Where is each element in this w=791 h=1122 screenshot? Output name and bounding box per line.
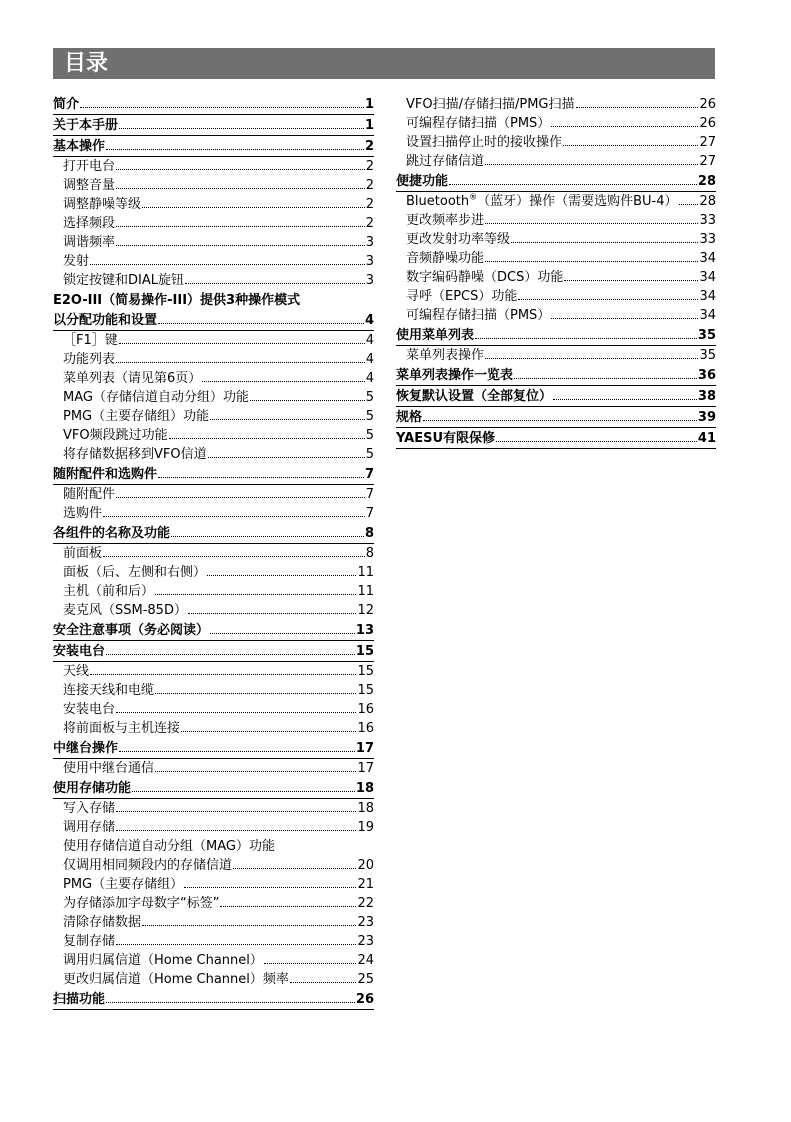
dot-leader: [158, 467, 364, 478]
dot-leader: [103, 546, 365, 557]
page-number: 20: [357, 858, 374, 873]
toc-entry-title: 关于本手册: [53, 118, 119, 133]
dot-leader: [233, 858, 356, 869]
page-number: 35: [699, 348, 716, 363]
toc-subsection-entry[interactable]: [53, 759, 374, 778]
dot-leader: [264, 953, 357, 964]
toc-section-entry[interactable]: [396, 366, 716, 386]
dot-leader: [116, 934, 356, 945]
toc-entry-title: 数字编码静噪（DCS）功能: [406, 270, 564, 285]
toc-entry-title: 发射: [63, 254, 90, 269]
dot-leader: [485, 251, 698, 262]
toc-entry-title: 菜单列表（请见第6页）: [63, 371, 202, 386]
toc-entry-title: 更改发射功率等级: [406, 232, 511, 247]
toc-subsection-entry[interactable]: [396, 306, 716, 325]
toc-entry-title: 安装电台: [63, 702, 116, 717]
toc-section-entry[interactable]: [53, 137, 374, 157]
toc-section-entry[interactable]: [396, 172, 716, 192]
page-number: 2: [365, 216, 374, 231]
page-number: 8: [365, 546, 374, 561]
toc-entry-title: 更改频率步进: [406, 213, 485, 228]
toc-entry-title: 中继台操作: [53, 741, 119, 756]
page-number: 28: [697, 174, 716, 189]
dot-leader: [485, 154, 698, 165]
page-number: 24: [357, 953, 374, 968]
toc-entry-title: 菜单列表操作: [406, 348, 485, 363]
page-number: 3: [365, 273, 374, 288]
dot-leader: [210, 623, 355, 634]
dot-leader: [106, 139, 364, 150]
page-number: 27: [699, 154, 716, 169]
page-number: 1: [364, 97, 374, 112]
toc-subsection-entry[interactable]: [53, 331, 374, 350]
toc-entry-title: 以分配功能和设置: [53, 313, 158, 328]
dot-leader: [485, 213, 698, 224]
toc-subsection-entry[interactable]: [53, 932, 374, 951]
page-number: 7: [365, 506, 374, 521]
dot-leader: [553, 389, 697, 400]
page-number: 23: [357, 915, 374, 930]
toc-entry-title: YAESU有限保修: [396, 431, 496, 446]
toc-subsection-entry[interactable]: [396, 211, 716, 230]
toc-entry-title: 随附配件和选购件: [53, 467, 158, 482]
toc-entry-title: 调用存储: [63, 820, 116, 835]
toc-section-entry[interactable]: [53, 465, 374, 485]
dot-leader: [106, 992, 355, 1003]
page-number: 1: [364, 118, 374, 133]
page-number: 3: [365, 254, 374, 269]
page-title: 目录: [53, 48, 715, 79]
page-number: 18: [355, 781, 374, 796]
page-number: 23: [357, 934, 374, 949]
toc-subsection-entry[interactable]: [53, 176, 374, 195]
page-number: 7: [365, 487, 374, 502]
toc-subsection-entry[interactable]: [53, 388, 374, 407]
toc-entry-title: 各组件的名称及功能: [53, 526, 171, 541]
toc-entry-title: VFO频段跳过功能: [63, 428, 168, 443]
toc-subsection-entry[interactable]: [53, 563, 374, 582]
page-number: 2: [364, 139, 374, 154]
toc-section-entry[interactable]: [53, 621, 374, 641]
page-number: 15: [357, 664, 374, 679]
page-number: 38: [697, 389, 716, 404]
toc-section-entry[interactable]: [53, 524, 374, 544]
toc-subsection-entry[interactable]: [53, 700, 374, 719]
toc-entry-title: 复制存储: [63, 934, 116, 949]
dot-leader: [423, 410, 697, 421]
dot-leader: [116, 702, 356, 713]
toc-subsection-entry[interactable]: [396, 346, 716, 365]
toc-entry-title: 将前面板与主机连接: [63, 721, 181, 736]
toc-entry-title: 简介: [53, 97, 80, 112]
page-number: 15: [357, 683, 374, 698]
toc-entry-title: 便捷功能: [396, 174, 449, 189]
dot-leader: [116, 801, 356, 812]
page-number: 27: [699, 135, 716, 150]
toc-subsection-entry[interactable]: [53, 157, 374, 176]
page-number: 41: [697, 431, 716, 446]
toc-subsection-entry[interactable]: [53, 875, 374, 894]
toc-subsection-entry[interactable]: [53, 970, 374, 989]
toc-subsection-entry[interactable]: [396, 152, 716, 171]
toc-entry-title: 功能列表: [63, 352, 116, 367]
page-number: 11: [357, 565, 374, 580]
dot-leader: [116, 178, 365, 189]
dot-leader: [171, 526, 364, 537]
toc-subsection-entry[interactable]: [53, 818, 374, 837]
dot-leader: [563, 135, 698, 146]
toc-section-entry[interactable]: [53, 311, 374, 331]
toc-section-entry[interactable]: [396, 429, 716, 449]
dot-leader: [207, 565, 356, 576]
toc-entry-title: 跳过存储信道: [406, 154, 485, 169]
toc-subsection-entry[interactable]: [53, 662, 374, 681]
toc-entry-title: 可编程存储扫描（PMS）: [406, 116, 551, 131]
dot-leader: [188, 603, 356, 614]
toc-entry-title: 更改归属信道（Home Channel）频率: [63, 972, 289, 987]
page-number: 34: [699, 251, 716, 266]
dot-leader: [475, 328, 697, 339]
page-number: 18: [357, 801, 374, 816]
toc-right-column: [396, 95, 716, 449]
toc-section-entry[interactable]: [53, 116, 374, 136]
page-number: 4: [365, 371, 374, 386]
page-number: 22: [357, 896, 374, 911]
toc-subsection-entry[interactable]: [396, 268, 716, 287]
dot-leader: [511, 232, 698, 243]
toc-subsection-entry[interactable]: [53, 407, 374, 426]
page-number: 26: [699, 97, 716, 112]
dot-leader: [290, 972, 357, 983]
toc-entry-title: 麦克风（SSM-85D）: [63, 603, 187, 618]
dot-leader: [116, 216, 365, 227]
toc-subsection-entry[interactable]: [396, 95, 716, 114]
page-number: 3: [365, 235, 374, 250]
toc-entry-title: 基本操作: [53, 139, 106, 154]
dot-leader: [132, 781, 355, 792]
dot-leader: [158, 313, 364, 324]
dot-leader: [116, 235, 365, 246]
page-number: 5: [365, 390, 374, 405]
toc-entry-title: 调整静噪等级: [63, 197, 142, 212]
page-number: 26: [699, 116, 716, 131]
toc-entry-title: 面板（后、左侧和右侧）: [63, 565, 207, 580]
dot-leader: [250, 390, 365, 401]
dot-leader: [106, 644, 355, 655]
dot-leader: [514, 368, 697, 379]
toc-entry-title: 恢复默认设置（全部复位）: [396, 389, 553, 404]
toc-entry-title: 调用归属信道（Home Channel）: [63, 953, 263, 968]
page-number: 21: [357, 877, 374, 892]
page-number: 5: [365, 447, 374, 462]
registered-mark: ®: [469, 192, 478, 202]
toc-entry-title: 主机（前和后）: [63, 584, 155, 599]
toc-subsection-entry[interactable]: [53, 856, 374, 875]
toc-subsection-entry[interactable]: [396, 249, 716, 268]
toc-entry-title: ［F1］键: [63, 333, 118, 348]
dot-leader: [184, 877, 356, 888]
dot-leader: [551, 308, 698, 319]
page-number: 4: [365, 352, 374, 367]
page-number: 34: [699, 289, 716, 304]
dot-leader: [155, 761, 356, 772]
toc-subsection-entry[interactable]: [396, 287, 716, 306]
dot-leader: [90, 254, 365, 265]
toc-subsection-entry[interactable]: [396, 114, 716, 133]
toc-entry-title: 可编程存储扫描（PMS）: [406, 308, 551, 323]
toc-subsection-entry[interactable]: [53, 719, 374, 738]
toc-subsection-entry[interactable]: [53, 485, 374, 504]
toc-subsection-entry[interactable]: [396, 230, 716, 249]
dot-leader: [185, 273, 365, 284]
page-number: 2: [365, 197, 374, 212]
toc-section-entry[interactable]: [396, 387, 716, 407]
dot-leader: [155, 683, 356, 694]
toc-entry-title: 写入存储: [63, 801, 116, 816]
toc-subsection-entry[interactable]: [53, 233, 374, 252]
toc-entry-title: Bluetooth®（蓝牙）操作（需要选购件BU-4）: [406, 192, 678, 209]
page-number: 13: [355, 623, 374, 638]
page-number: 8: [364, 526, 374, 541]
dot-leader: [449, 174, 697, 185]
toc-entry-title: 清除存储数据: [63, 915, 142, 930]
page-number: 16: [357, 721, 374, 736]
dot-leader: [496, 431, 697, 442]
toc-subsection-entry[interactable]: [53, 601, 374, 620]
toc-subsection-entry[interactable]: [53, 445, 374, 464]
toc-entry-title: PMG（主要存储组）功能: [63, 409, 210, 424]
toc-subsection-entry[interactable]: [53, 894, 374, 913]
dot-leader: [116, 352, 365, 363]
dot-leader: [202, 371, 364, 382]
dot-leader: [551, 116, 698, 127]
toc-entry-title: 音频静噪功能: [406, 251, 485, 266]
dot-leader: [181, 721, 356, 732]
toc-entry-title: MAG（存储信道自动分组）功能: [63, 390, 249, 405]
dot-leader: [576, 97, 699, 108]
dot-leader: [119, 118, 364, 129]
dot-leader: [208, 447, 365, 458]
page-number: 35: [697, 328, 716, 343]
toc-subsection-entry[interactable]: [53, 195, 374, 214]
toc-section-entry[interactable]: [53, 95, 374, 115]
toc-subsection-entry[interactable]: [53, 252, 374, 271]
toc-subsection-entry[interactable]: [53, 951, 374, 970]
toc-entry-title: 设置扫描停止时的接收操作: [406, 135, 563, 150]
toc-section-entry[interactable]: [53, 642, 374, 662]
dot-leader: [518, 289, 698, 300]
toc-entry-title: 将存储数据移到VFO信道: [63, 447, 207, 462]
page-number: 17: [357, 761, 374, 776]
toc-subsection-entry[interactable]: [53, 426, 374, 445]
toc-entry-title: 天线: [63, 664, 90, 679]
toc-entry-title: 随附配件: [63, 487, 116, 502]
page-number: 28: [699, 194, 716, 209]
toc-entry-title: 调谐频率: [63, 235, 116, 250]
toc-subsection-entry[interactable]: [53, 271, 374, 290]
dot-leader: [80, 97, 364, 108]
page-number: 4: [364, 313, 374, 328]
page-number: 7: [364, 467, 374, 482]
dot-leader: [116, 487, 365, 498]
toc-entry-title: 仅调用相同频段内的存储信道: [63, 858, 233, 873]
toc-entry-title: 为存储添加字母数字“标签”: [63, 896, 220, 911]
toc-section-heading[interactable]: [53, 291, 374, 310]
toc-section-entry[interactable]: [53, 779, 374, 799]
toc-entry-title: 规格: [396, 410, 423, 425]
toc-entry-title: 寻呼（EPCS）功能: [406, 289, 518, 304]
toc-entry-title: 扫描功能: [53, 992, 106, 1007]
page-number: 33: [699, 213, 716, 228]
toc-entry-title: 安全注意事项（务必阅读）: [53, 623, 210, 638]
page-number: 25: [357, 972, 374, 987]
page-number: 4: [365, 333, 374, 348]
dot-leader: [564, 270, 698, 281]
page-number: 2: [365, 178, 374, 193]
page-number: 17: [355, 741, 374, 756]
toc-entry-title: 打开电台: [63, 159, 116, 174]
toc-entry-title: 调整音量: [63, 178, 116, 193]
dot-leader: [485, 348, 698, 359]
page-number: 12: [357, 603, 374, 618]
page-number: 36: [697, 368, 716, 383]
toc-entry-title: 连接天线和电缆: [63, 683, 155, 698]
toc-subsection-entry[interactable]: [396, 133, 716, 152]
toc-section-entry[interactable]: [396, 408, 716, 428]
toc-section-entry[interactable]: [53, 990, 374, 1010]
page-number: 19: [357, 820, 374, 835]
toc-entry-title: 使用中继台通信: [63, 761, 155, 776]
dot-leader: [169, 428, 365, 439]
toc-entry-title: 选购件: [63, 506, 103, 521]
toc-entry-title: 锁定按键和DIAL旋钮: [63, 273, 184, 288]
toc-subsection-entry[interactable]: [53, 799, 374, 818]
toc-entry-title: 安装电台: [53, 644, 106, 659]
toc-subsection-entry[interactable]: [53, 214, 374, 233]
dot-leader: [116, 820, 356, 831]
dot-leader: [679, 194, 699, 205]
toc-entry-title: 前面板: [63, 546, 103, 561]
toc-section-entry[interactable]: [396, 326, 716, 346]
toc-section-entry[interactable]: [53, 739, 374, 759]
toc-subsection-entry[interactable]: [53, 544, 374, 563]
toc-subsection-entry[interactable]: [53, 913, 374, 932]
toc-entry-title: 选择频段: [63, 216, 116, 231]
dot-leader: [142, 197, 365, 208]
toc-entry-title: 使用存储功能: [53, 781, 132, 796]
toc-entry-title: PMG（主要存储组）: [63, 877, 184, 892]
toc-subsection-entry[interactable]: [53, 350, 374, 369]
page-number: 2: [365, 159, 374, 174]
toc-entry-title: 使用菜单列表: [396, 328, 475, 343]
toc-entry-title: VFO扫描/存储扫描/PMG扫描: [406, 97, 575, 112]
toc-entry-title: 使用存储信道自动分组（MAG）功能: [63, 839, 275, 854]
page-number: 15: [355, 644, 374, 659]
dot-leader: [210, 409, 365, 420]
page-number: 34: [699, 308, 716, 323]
dot-leader: [103, 506, 365, 517]
page-number: 5: [365, 409, 374, 424]
dot-leader: [220, 896, 356, 907]
page-number: 26: [355, 992, 374, 1007]
toc-subsection-entry[interactable]: [53, 582, 374, 601]
page-number: 39: [697, 410, 716, 425]
toc-subsection-entry[interactable]: [396, 192, 716, 211]
toc-entry-title: E2O-III（简易操作-III）提供3种操作模式: [53, 293, 301, 308]
toc-subsection-entry[interactable]: [53, 369, 374, 388]
page-number: 33: [699, 232, 716, 247]
page-number: 34: [699, 270, 716, 285]
dot-leader: [119, 333, 365, 344]
dot-leader: [155, 584, 356, 595]
toc-subsection-entry[interactable]: [53, 681, 374, 700]
page-number: 11: [357, 584, 374, 599]
toc-subsection-entry[interactable]: [53, 504, 374, 523]
toc-entry-title: 菜单列表操作一览表: [396, 368, 514, 383]
dot-leader: [142, 915, 356, 926]
toc-left-column: [53, 95, 374, 1010]
toc-subsection-heading[interactable]: [53, 837, 374, 856]
dot-leader: [116, 159, 365, 170]
dot-leader: [119, 741, 355, 752]
page-number: 5: [365, 428, 374, 443]
page-number: 16: [357, 702, 374, 717]
dot-leader: [90, 664, 356, 675]
